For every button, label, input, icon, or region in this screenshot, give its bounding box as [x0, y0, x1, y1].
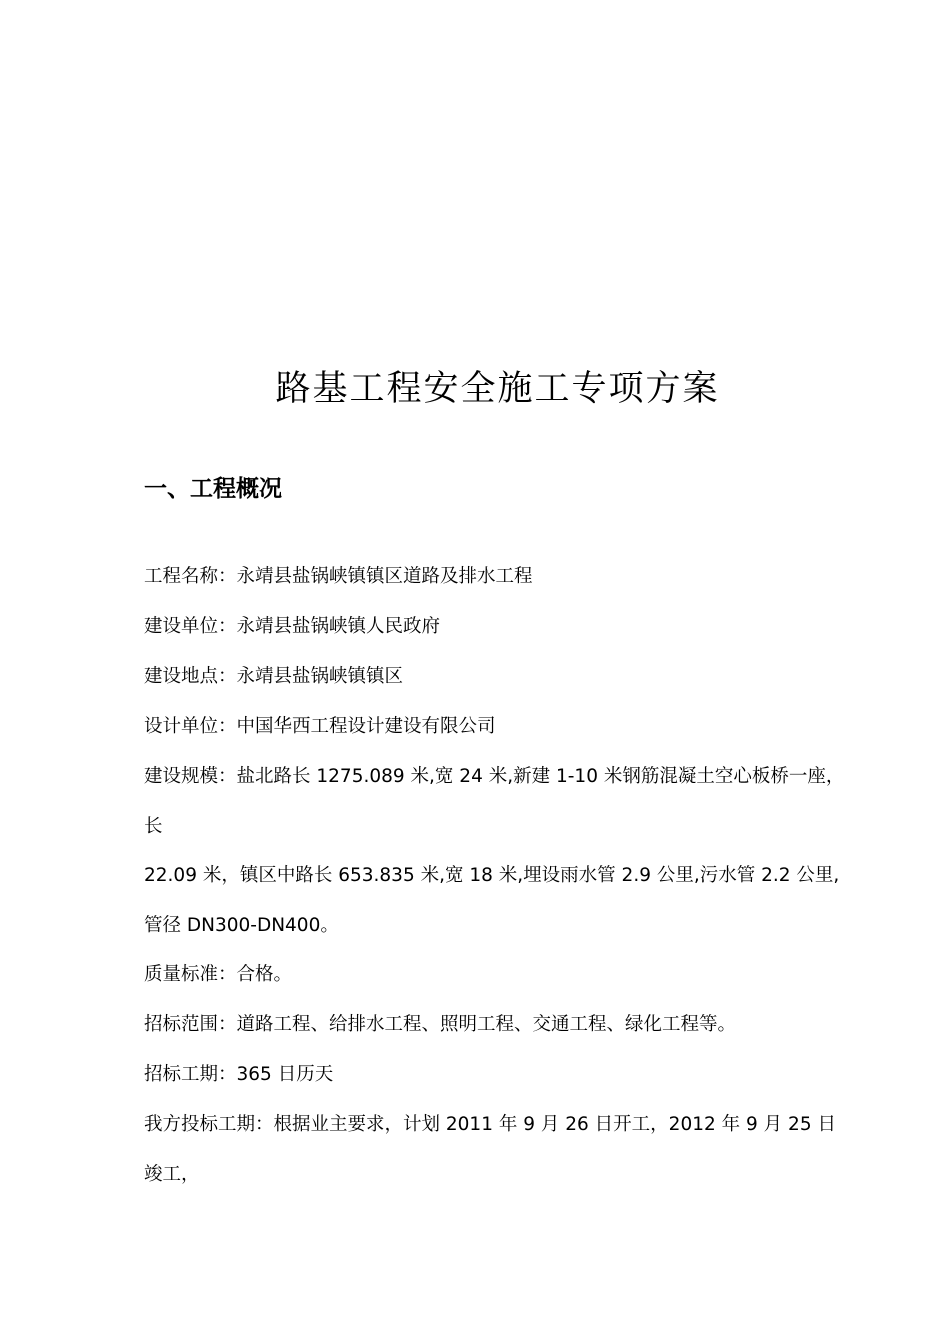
construction-site-line: 建设地点：永靖县盐锅峡镇镇区: [144, 666, 404, 687]
quality-standard-line: 质量标准：合格。: [144, 964, 293, 985]
construction-scale-line: 建设规模：盐北路长 1275.089 米,宽 24 米,新建 1-10 米钢筋混凝土空心板桥一座，: [144, 766, 845, 787]
construction-scale-continuation-line: 长: [144, 816, 163, 837]
design-unit-line: 设计单位：中国华西工程设计建设有限公司: [144, 716, 496, 737]
document-title: 路基工程安全施工专项方案: [275, 369, 720, 409]
bidding-scope-line: 招标范围：道路工程、给排水工程、照明工程、交通工程、绿化工程等。: [144, 1014, 737, 1035]
bidding-duration-line: 招标工期：365 日历天: [144, 1064, 334, 1085]
completion-line: 竣工，: [144, 1164, 200, 1185]
construction-scale-details-line: 22.09 米，镇区中路长 653.835 米,宽 18 米,埋设雨水管 2.9 公里,污水管 2.2 公里,: [144, 865, 840, 886]
project-name-line: 工程名称：永靖县盐锅峡镇镇区道路及排水工程: [144, 566, 533, 587]
section-heading-project-overview: 一、工程概况: [144, 476, 282, 502]
bid-schedule-line: 我方投标工期：根据业主要求，计划 2011 年 9 月 26 日开工，2012 年 9 月 25 日: [144, 1114, 836, 1135]
construction-unit-line: 建设单位：永靖县盐锅峡镇人民政府: [144, 616, 441, 637]
pipe-diameter-line: 管径 DN300-DN400。: [144, 915, 339, 936]
